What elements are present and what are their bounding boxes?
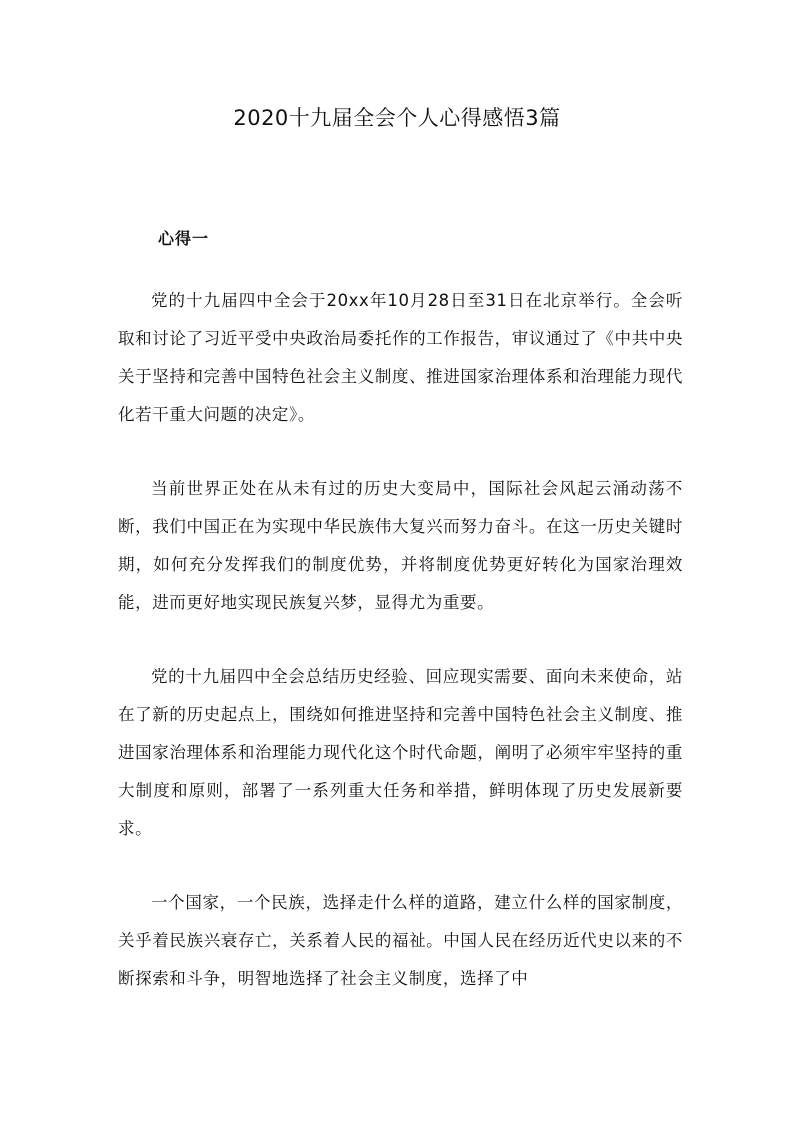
paragraph: 党的十九届四中全会总结历史经验、回应现实需要、面向未来使命，站在了新的历史起点上，围绕如何推进坚持和完善中国特色社会主义制度、推进国家治理体系和治理能力现代化这个时代命题，阐明了必须牢牢坚持的重大制度和原则，部署了一系列重大任务和举措，鲜明体现了历史发展新要求。 [118, 667, 683, 838]
document-body [118, 282, 683, 1034]
paragraph: 党的十九届四中全会于20xx年10月28日至31日在北京举行。全会听取和讨论了习近平受中央政治局委托作的工作报告，审议通过了《中共中央关于坚持和完善中国特色社会主义制度、推进国家治理体系和治理能力现代化若干重大问题的决定》。 [118, 291, 683, 424]
section-heading: 心得一 [158, 229, 210, 248]
paragraph: 一个国家，一个民族，选择走什么样的道路，建立什么样的国家制度，关乎着民族兴衰存亡，关系着人民的福祉。中国人民在经历近代史以来的不断探索和斗争，明智地选择了社会主义制度，选择了中 [118, 893, 683, 988]
paragraph: 当前世界正处在从未有过的历史大变局中，国际社会风起云涌动荡不断，我们中国正在为实现中华民族伟大复兴而努力奋斗。在这一历史关键时期，如何充分发挥我们的制度优势，并将制度优势更好转化为国家治理效能，进而更好地实现民族复兴梦，显得尤为重要。 [118, 479, 683, 612]
document-title: 2020十九届全会个人心得感悟3篇 [233, 106, 561, 130]
